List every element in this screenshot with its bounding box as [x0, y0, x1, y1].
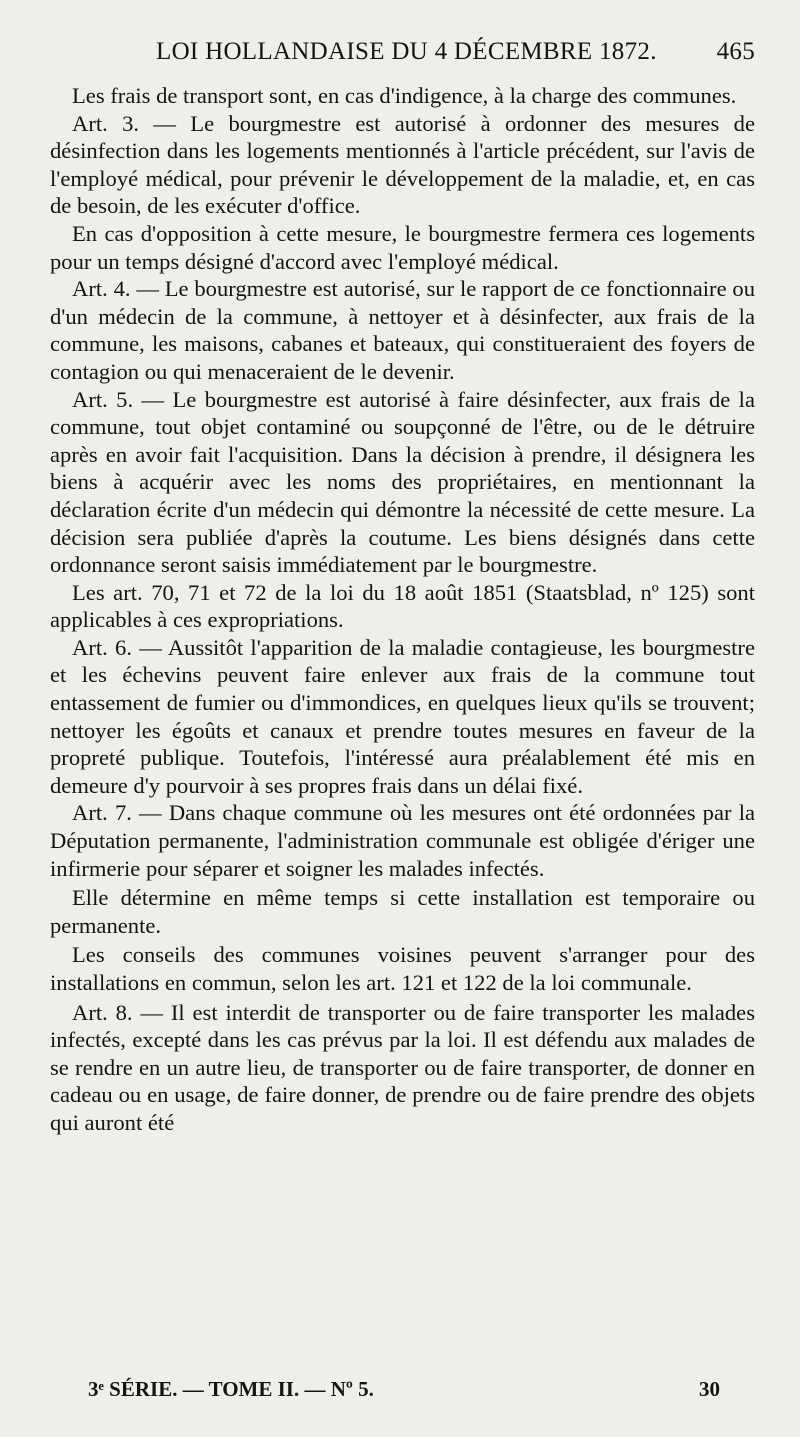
paragraph: Art. 8. — Il est interdit de transporter ou de faire transporter les malades infectés, excepté dans les cas prévus par la loi. Il est défendu aux malades de se rendre en un autre lieu, de transporter ou de faire transporter, de donner en cadeau ou en usage, de faire donner, de prendre ou de faire prendre des objets qui auront été — [50, 999, 755, 1135]
paragraph: Elle détermine en même temps si cette installation est temporaire ou permanente. — [50, 885, 755, 938]
page-number: 465 — [716, 38, 755, 65]
paragraph: Les frais de transport sont, en cas d'indigence, à la charge des communes. — [72, 83, 737, 108]
paragraph: Art. 6. — Aussitôt l'apparition de la maladie contagieuse, les bourgmestre et les échevins peuvent faire enlever aux frais de la commune tout entassement de fumier ou d'immondices, en quelques lieux qu'ils se trouvent; nettoyer les égoûts et canaux et prendre toutes mesures en faveur de la propreté publique. Toutefois, l'intéressé aura préalablement été mis en demeure d'y pourvoir à ses propres frais dans un délai fixé. — [50, 634, 755, 798]
running-header — [50, 38, 755, 74]
article-text — [50, 82, 755, 1137]
page-footer — [88, 1377, 720, 1409]
sheet-number: 30 — [699, 1377, 720, 1401]
series-signature: 3ᵉ SÉRIE. — TOME II. — Nº 5. — [88, 1377, 374, 1401]
running-title: LOI HOLLANDAISE DU 4 DÉCEMBRE 1872. — [156, 38, 657, 65]
paragraph: Les conseils des communes voisines peuvent s'arranger pour des installations en commun, selon les art. 121 et 122 de la loi communale. — [50, 942, 755, 995]
paragraph: Art. 5. — Le bourgmestre est autorisé à faire désinfecter, aux frais de la commune, tout objet contaminé ou soupçonné de l'être, ou de le détruire après en avoir fait l'acquisition. Dans la décision à prendre, il désignera les biens à acquérir avec les noms des propriétaires, en mentionnant la déclaration écrite d'un médecin qui démontre la nécessité de cette mesure. La décision sera publiée d'après la coutume. Les biens désignés dans cette ordonnance seront saisis immédiatement par le bourgmestre. — [50, 386, 755, 578]
paragraph: Art. 4. — Le bourgmestre est autorisé, sur le rapport de ce fonctionnaire ou d'un médecin de la commune, à nettoyer et à désinfecter, aux frais de la commune, les maisons, cabanes et bateaux, qui constitueraient des foyers de contagion ou qui menaceraient de le devenir. — [50, 276, 755, 384]
paragraph: En cas d'opposition à cette mesure, le bourgmestre fermera ces logements pour un temps désigné d'accord avec l'employé médical. — [50, 220, 755, 274]
paragraph: Art. 7. — Dans chaque commune où les mesures ont été ordonnées par la Députation permanente, l'administration communale est obligée d'ériger une infirmerie pour séparer et soigner les malades infectés. — [50, 800, 755, 881]
paragraph: Art. 3. — Le bourgmestre est autorisé à ordonner des mesures de désinfection dans les logements mentionnés à l'article précédent, sur l'avis de l'employé médical, pour prévenir le développement de la maladie, et, en cas de besoin, de les exécuter d'office. — [50, 110, 755, 219]
paragraph: Les art. 70, 71 et 72 de la loi du 18 août 1851 (Staatsblad, nº 125) sont applicables à ces expropriations. — [50, 579, 755, 633]
